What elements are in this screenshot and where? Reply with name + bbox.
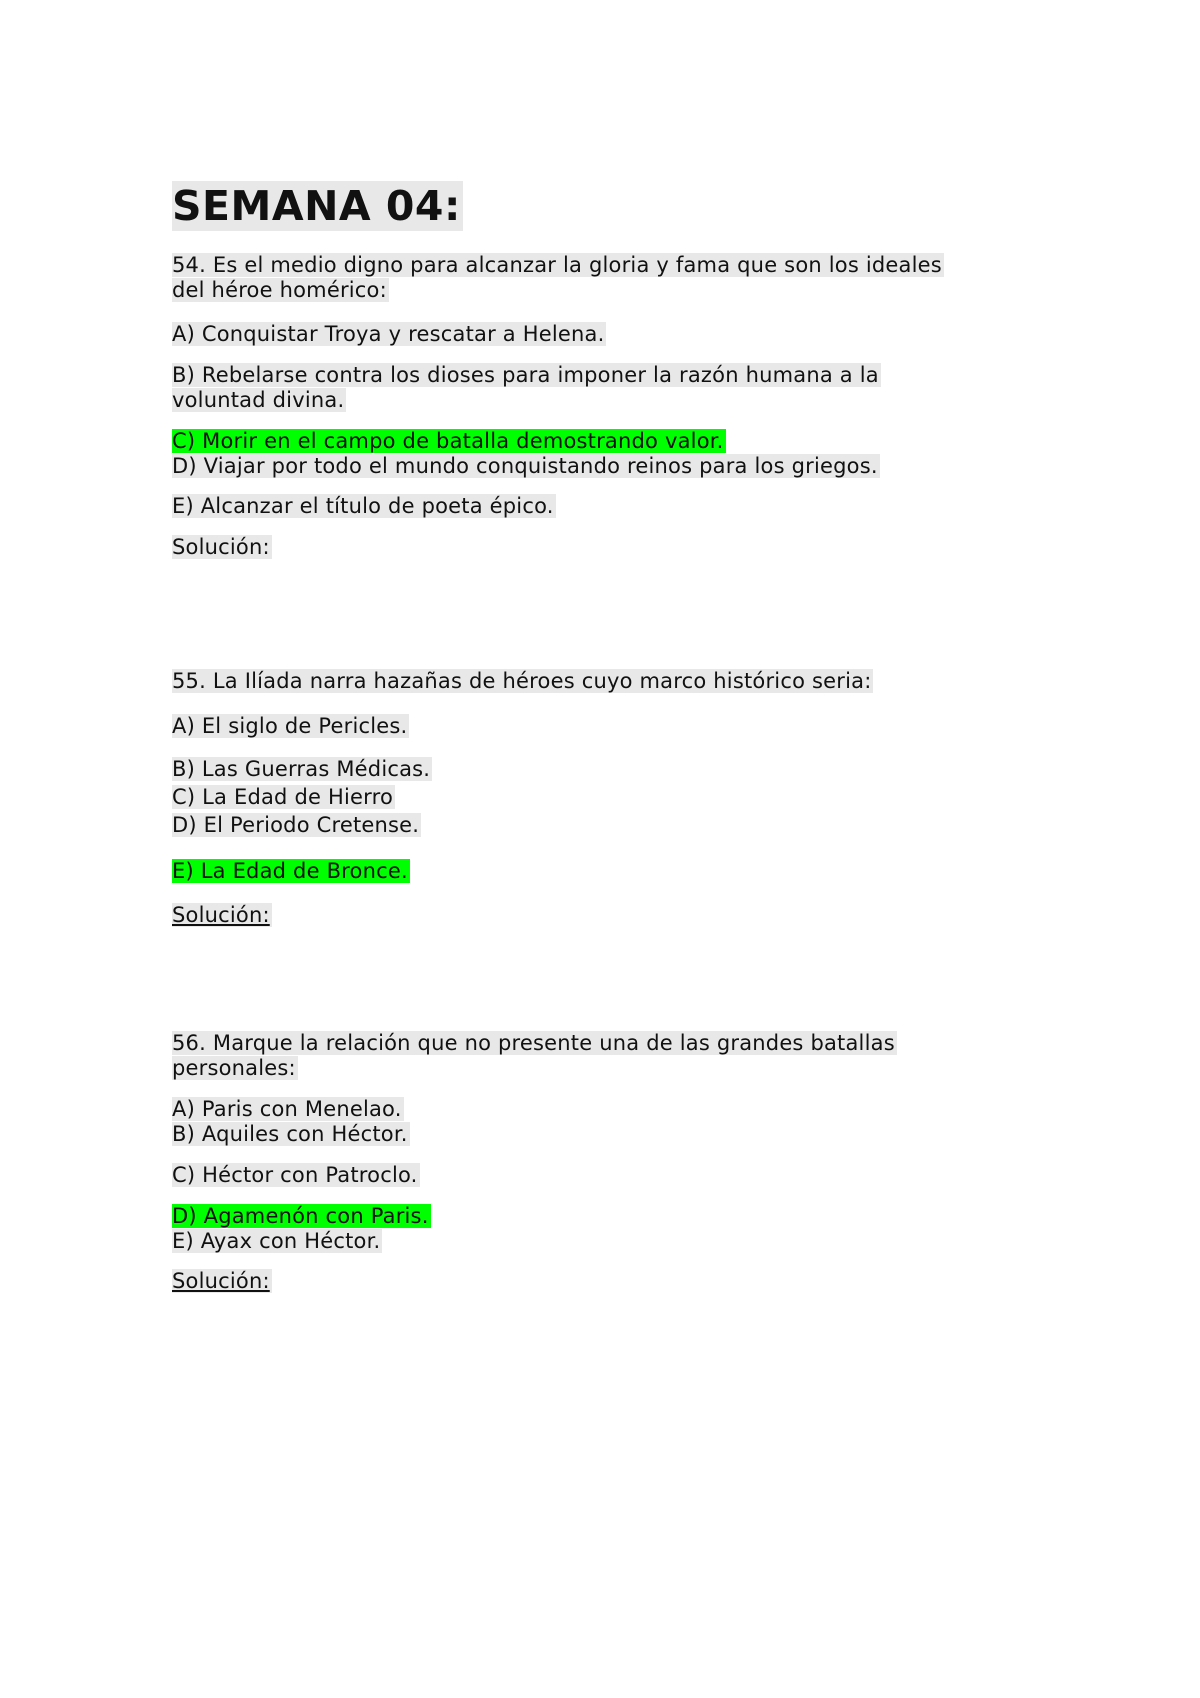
question-54-option-d: D) Viajar por todo el mundo conquistando reinos para los griegos. bbox=[172, 454, 878, 478]
question-55-stem: 55. La Ilíada narra hazañas de héroes cuyo marco histórico seria: bbox=[172, 669, 872, 693]
question-54-option-e: E) Alcanzar el título de poeta épico. bbox=[172, 494, 554, 518]
question-55-option-e-correct: E) La Edad de Bronce. bbox=[172, 859, 408, 883]
question-54-solution-label: Solución: bbox=[172, 535, 270, 559]
question-55-option-a: A) El siglo de Pericles. bbox=[172, 714, 408, 738]
question-55-option-d: D) El Periodo Cretense. bbox=[172, 813, 420, 837]
question-56-option-b: B) Aquiles con Héctor. bbox=[172, 1122, 408, 1146]
page-title: SEMANA 04: bbox=[172, 182, 461, 230]
question-55-option-c: C) La Edad de Hierro bbox=[172, 785, 394, 809]
question-56-option-a: A) Paris con Menelao. bbox=[172, 1097, 402, 1121]
question-55-solution-label: Solución: bbox=[172, 903, 270, 927]
question-56-stem-line1: 56. Marque la relación que no presente una de las grandes batallas bbox=[172, 1031, 895, 1055]
question-54-option-c-correct: C) Morir en el campo de batalla demostrando valor. bbox=[172, 429, 724, 453]
question-54-option-b-cont: voluntad divina. bbox=[172, 388, 345, 412]
question-56-option-e: E) Ayax con Héctor. bbox=[172, 1229, 381, 1253]
question-54-stem-line2: del héroe homérico: bbox=[172, 278, 387, 302]
question-56-option-c: C) Héctor con Patroclo. bbox=[172, 1163, 418, 1187]
question-55-option-b: B) Las Guerras Médicas. bbox=[172, 757, 431, 781]
question-54-option-a: A) Conquistar Troya y rescatar a Helena. bbox=[172, 322, 605, 346]
question-56-solution-label: Solución: bbox=[172, 1269, 270, 1293]
question-56-stem-line2: personales: bbox=[172, 1056, 296, 1080]
question-54-stem-line1: 54. Es el medio digno para alcanzar la gloria y fama que son los ideales bbox=[172, 253, 942, 277]
question-54-option-b: B) Rebelarse contra los dioses para imponer la razón humana a la bbox=[172, 363, 879, 387]
question-56-option-d-correct: D) Agamenón con Paris. bbox=[172, 1204, 429, 1228]
